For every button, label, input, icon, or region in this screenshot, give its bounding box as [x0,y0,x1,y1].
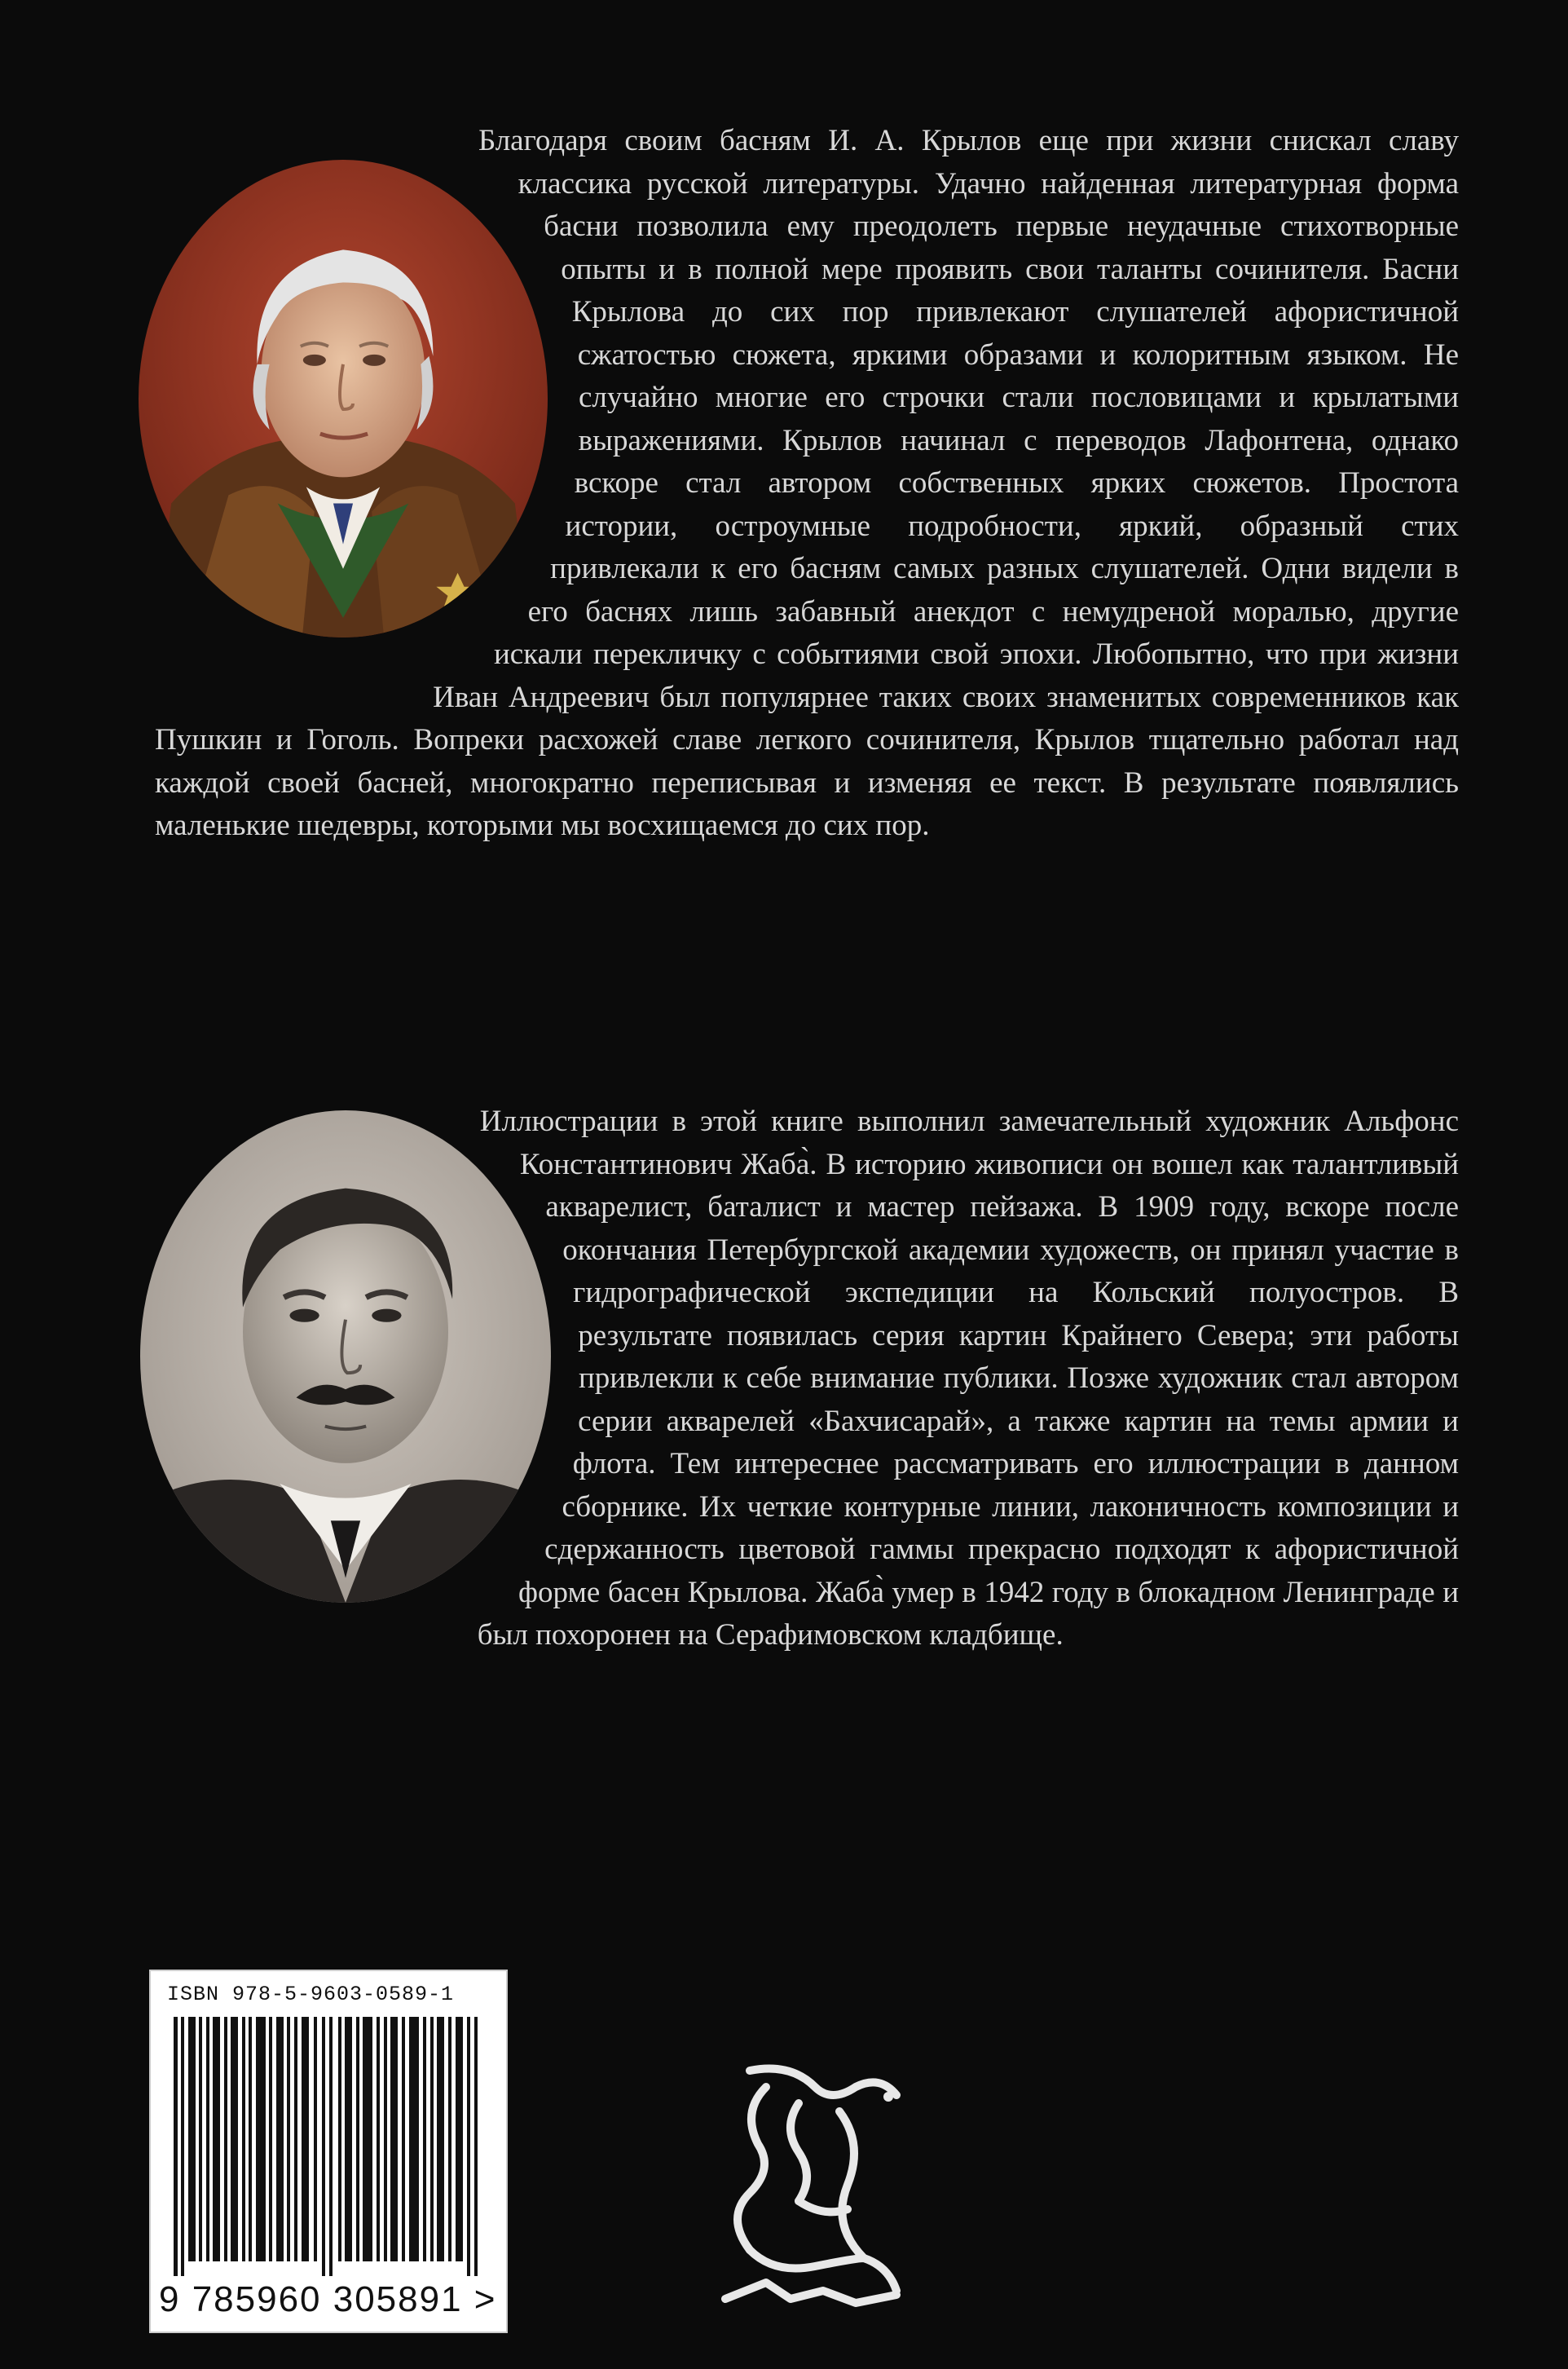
isbn-barcode [149,1970,508,2333]
ean-digits: 9 785960 305891 > [159,2279,497,2319]
dragon-logo-icon [693,2054,937,2315]
barcode-bars [167,2017,493,2276]
zhaba-description [155,1101,1459,1657]
krylov-paragraph: Благодаря своим басням И. А. Крылов еще при жизни снискал славу классика русской литературы. Удачно найденная литературная форма басни позволила ему преодолеть первые неудачные стихотворные опыты и в полной мере проявить свои таланты сочинителя. Басни Крылова до сих пор привлекают слушателей афористичной сжатостью сюжета, яркими образами и колоритным языком. Не случайно многие его строчки стали пословицами и крылатыми выражениями. Крылов начинал с переводов Лафонтена, однако вскоре стал автором собственных ярких сюжетов. Простота истории, остроумные подробности, яркий, образный стих привлекали к его басням самых разных слушателей. Одни видели в его баснях лишь забавный анекдот с немудреной моралью, другие искали перекличку с событиями свой эпохи. Любопытно, что при жизни Иван Андреевич был популярнее таких своих знаменитых современников как Пушкин и Гоголь. Вопреки расхожей славе легкого сочинителя, Крылов тщательно работал над каждой своей басней, многократно переписывая и изменяя ее текст. В результате появлялись маленькие шедевры, которыми мы восхищаемся до сих пор. [155,124,1459,842]
isbn-label: ISBN 978-5-9603-0589-1 [167,1983,455,2006]
zhaba-paragraph: Иллюстрации в этой книге выполнил замечательный художник Альфонс Константинович Жаба̀. В историю живописи он вошел как талантливый акварелист, баталист и мастер пейзажа. В 1909 году, вскоре после окончания Петербургской академии художеств, он принял участие в гидрографической экспедиции на Кольский полуостров. В результате появилась серия картин Крайнего Севера; эти работы привлекли к себе внимание публики. Позже художник стал автором серии акварелей «Бахчисарай», а также картин на темы армии и флота. Тем интереснее рассматривать его иллюстрации в данном сборнике. Их четкие контурные линии, лаконичность композиции и сдержанность цветовой гаммы прекрасно подходят к афористичной форме басен Крылова. Жаба̀ умер в 1942 году в блокадном Ленинграде и был похоронен на Серафимовском кладбище. [477,1105,1459,1652]
krylov-description [155,120,1459,848]
